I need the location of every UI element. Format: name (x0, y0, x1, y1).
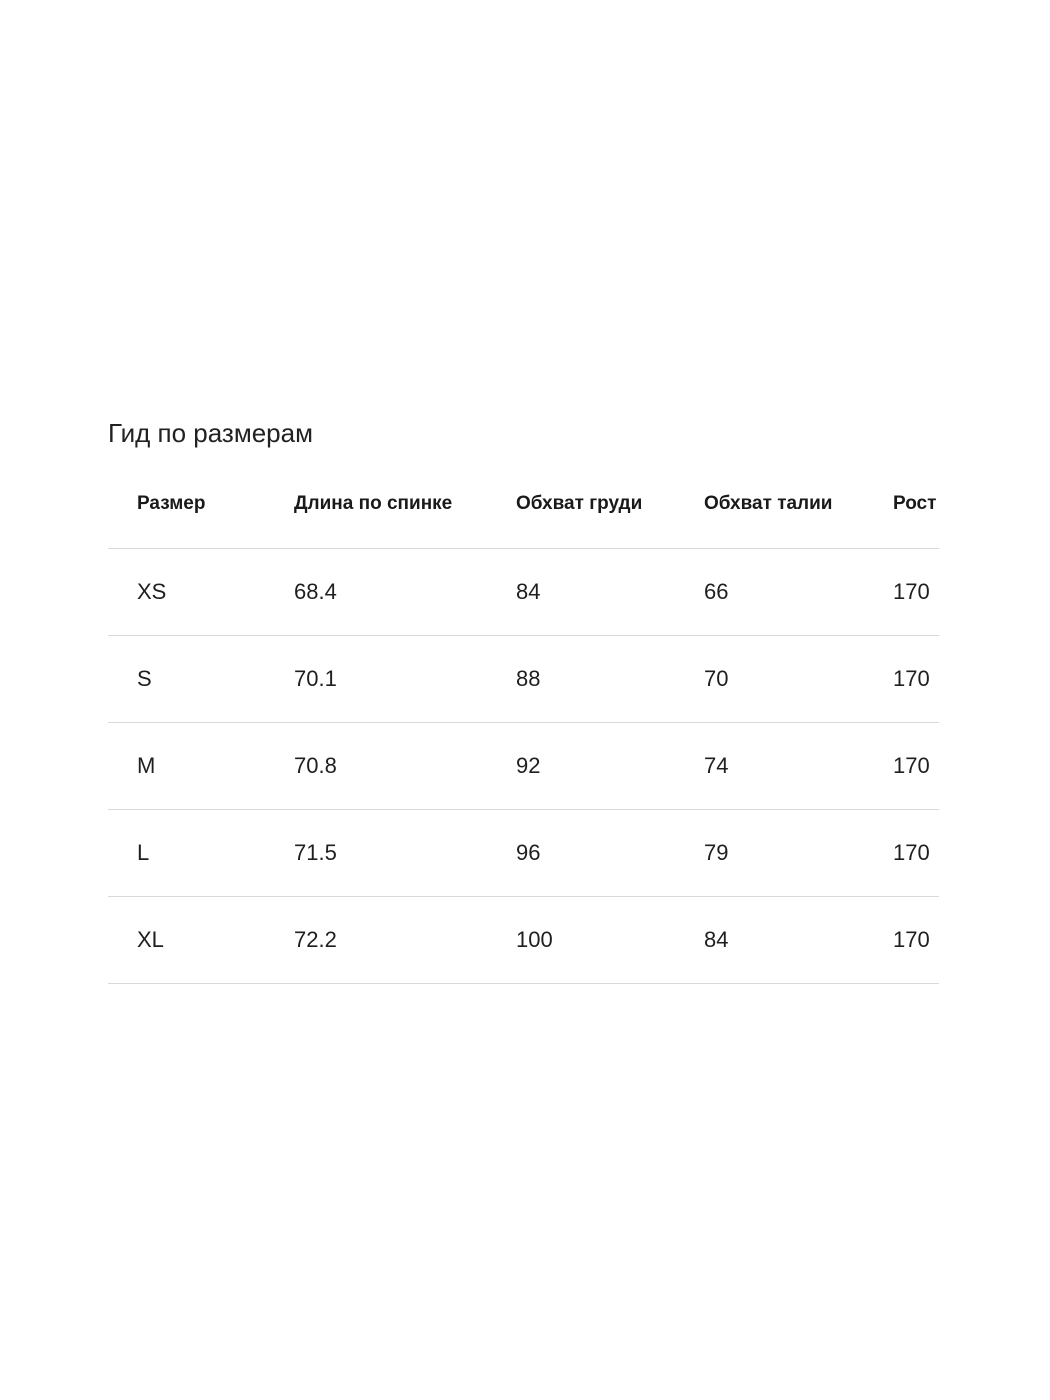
header-chest: Обхват груди (516, 493, 643, 514)
cell-chest: 100 (516, 927, 553, 952)
cell-back-length: 72.2 (294, 927, 337, 952)
cell-back-length: 71.5 (294, 840, 337, 865)
cell-waist: 66 (704, 579, 729, 604)
cell-waist: 79 (704, 840, 729, 865)
table-header-row (108, 484, 939, 549)
cell-back-length: 68.4 (294, 579, 337, 604)
cell-height: 170 (893, 579, 930, 604)
table-row (108, 549, 939, 636)
size-guide (108, 414, 939, 984)
cell-chest: 92 (516, 753, 541, 778)
header-waist: Обхват талии (704, 493, 833, 514)
cell-size: M (137, 753, 156, 778)
cell-chest: 88 (516, 666, 541, 691)
cell-waist: 74 (704, 753, 729, 778)
cell-height: 170 (893, 840, 930, 865)
cell-back-length: 70.1 (294, 666, 337, 691)
cell-size: S (137, 666, 152, 691)
cell-back-length: 70.8 (294, 753, 337, 778)
size-table (108, 484, 939, 984)
table-row (108, 897, 939, 984)
cell-chest: 96 (516, 840, 541, 865)
cell-waist: 84 (704, 927, 729, 952)
cell-size: L (137, 840, 150, 865)
header-size: Размер (137, 493, 206, 514)
size-guide-title: Гид по размерам (108, 418, 313, 448)
cell-height: 170 (893, 753, 930, 778)
table-row (108, 810, 939, 897)
table-row (108, 636, 939, 723)
cell-waist: 70 (704, 666, 729, 691)
cell-height: 170 (893, 927, 930, 952)
cell-size: XS (137, 579, 167, 604)
header-height: Рост (893, 493, 937, 514)
cell-height: 170 (893, 666, 930, 691)
cell-size: XL (137, 927, 164, 952)
header-back-length: Длина по спинке (294, 493, 453, 514)
cell-chest: 84 (516, 579, 541, 604)
table-row (108, 723, 939, 810)
